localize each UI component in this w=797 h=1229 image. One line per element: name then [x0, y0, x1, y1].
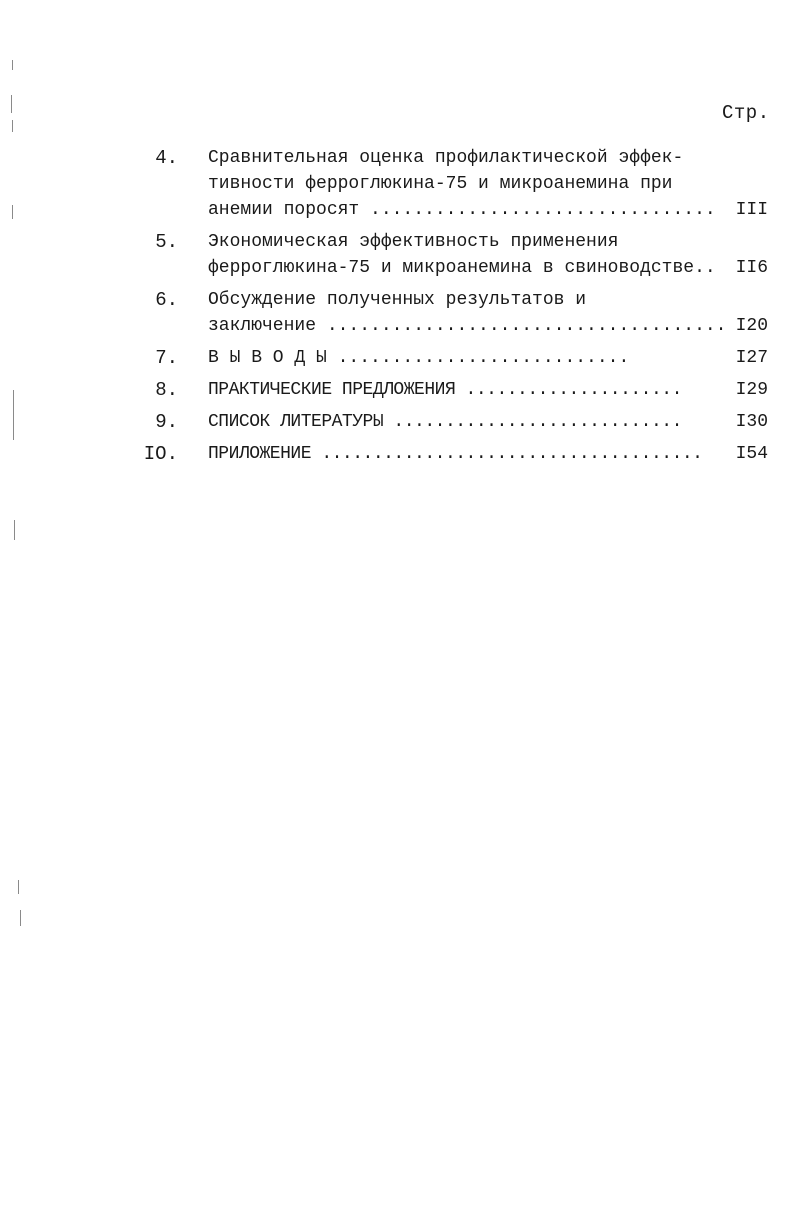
toc-entry-line: Обсуждение полученных результатов и: [208, 290, 587, 310]
toc-entry: [140, 409, 770, 435]
toc-entry-page: I30: [735, 412, 768, 432]
toc-entry-line: заключение .....................................: [208, 316, 727, 336]
toc-entry-page: I27: [735, 348, 768, 368]
toc-entry: [140, 377, 770, 403]
toc-entry-number: 6.: [155, 289, 178, 311]
toc-entry-page: III: [735, 200, 768, 220]
toc-entry-page: I54: [735, 444, 768, 464]
toc-entry-line: ПРАКТИЧЕСКИЕ ПРЕДЛОЖЕНИЯ .....................: [208, 380, 682, 400]
toc-entry-title: [208, 287, 727, 339]
scan-speck: [12, 120, 13, 132]
toc-entry-line: СПИСОК ЛИТЕРАТУРЫ ............................: [208, 412, 682, 432]
toc-entry-line: Экономическая эффективность применения: [208, 232, 619, 252]
toc-entry-line: ПРИЛОЖЕНИЕ .....................................: [208, 444, 703, 464]
toc-entry-title: [208, 377, 708, 403]
toc-entry-page: I20: [735, 316, 768, 336]
toc-entry-line: В Ы В О Д Ы ...........................: [208, 348, 630, 368]
scan-speck: [11, 95, 12, 113]
toc-entry-title: [208, 441, 708, 467]
toc-entry-page: I29: [735, 380, 768, 400]
toc-entry: [140, 145, 770, 223]
toc-entry-line: ферроглюкина-75 и микроанемина в свиноводстве..: [208, 258, 716, 278]
toc-entry-line: тивности ферроглюкина-75 и микроанемина при: [208, 174, 673, 194]
toc-entry: [140, 441, 770, 467]
toc-entry-number: 4.: [155, 147, 178, 169]
scan-speck: [18, 880, 19, 894]
table-of-contents: [140, 145, 770, 473]
toc-entry: [140, 229, 770, 281]
toc-entry-title: [208, 145, 716, 223]
toc-entry-page: II6: [735, 258, 768, 278]
scan-speck: [12, 60, 13, 70]
toc-entry-number: 7.: [155, 347, 178, 369]
toc-entry-number: IO.: [143, 443, 178, 465]
scan-speck: [14, 520, 15, 540]
toc-entry-title: [208, 229, 716, 281]
toc-entry-number: 5.: [155, 231, 178, 253]
toc-entry-number: 8.: [155, 379, 178, 401]
toc-entry-title: [208, 409, 708, 435]
toc-entry: [140, 287, 770, 339]
scan-speck: [20, 910, 21, 926]
toc-entry: [140, 345, 770, 371]
toc-entry-title: [208, 345, 708, 371]
toc-entry-line: Сравнительная оценка профилактической эффек-: [208, 148, 684, 168]
page-column-label: Стр.: [722, 102, 770, 124]
scan-speck: [12, 205, 13, 219]
toc-entry-number: 9.: [155, 411, 178, 433]
scan-speck: [13, 390, 14, 440]
toc-entry-line: анемии поросят ................................: [208, 200, 716, 220]
